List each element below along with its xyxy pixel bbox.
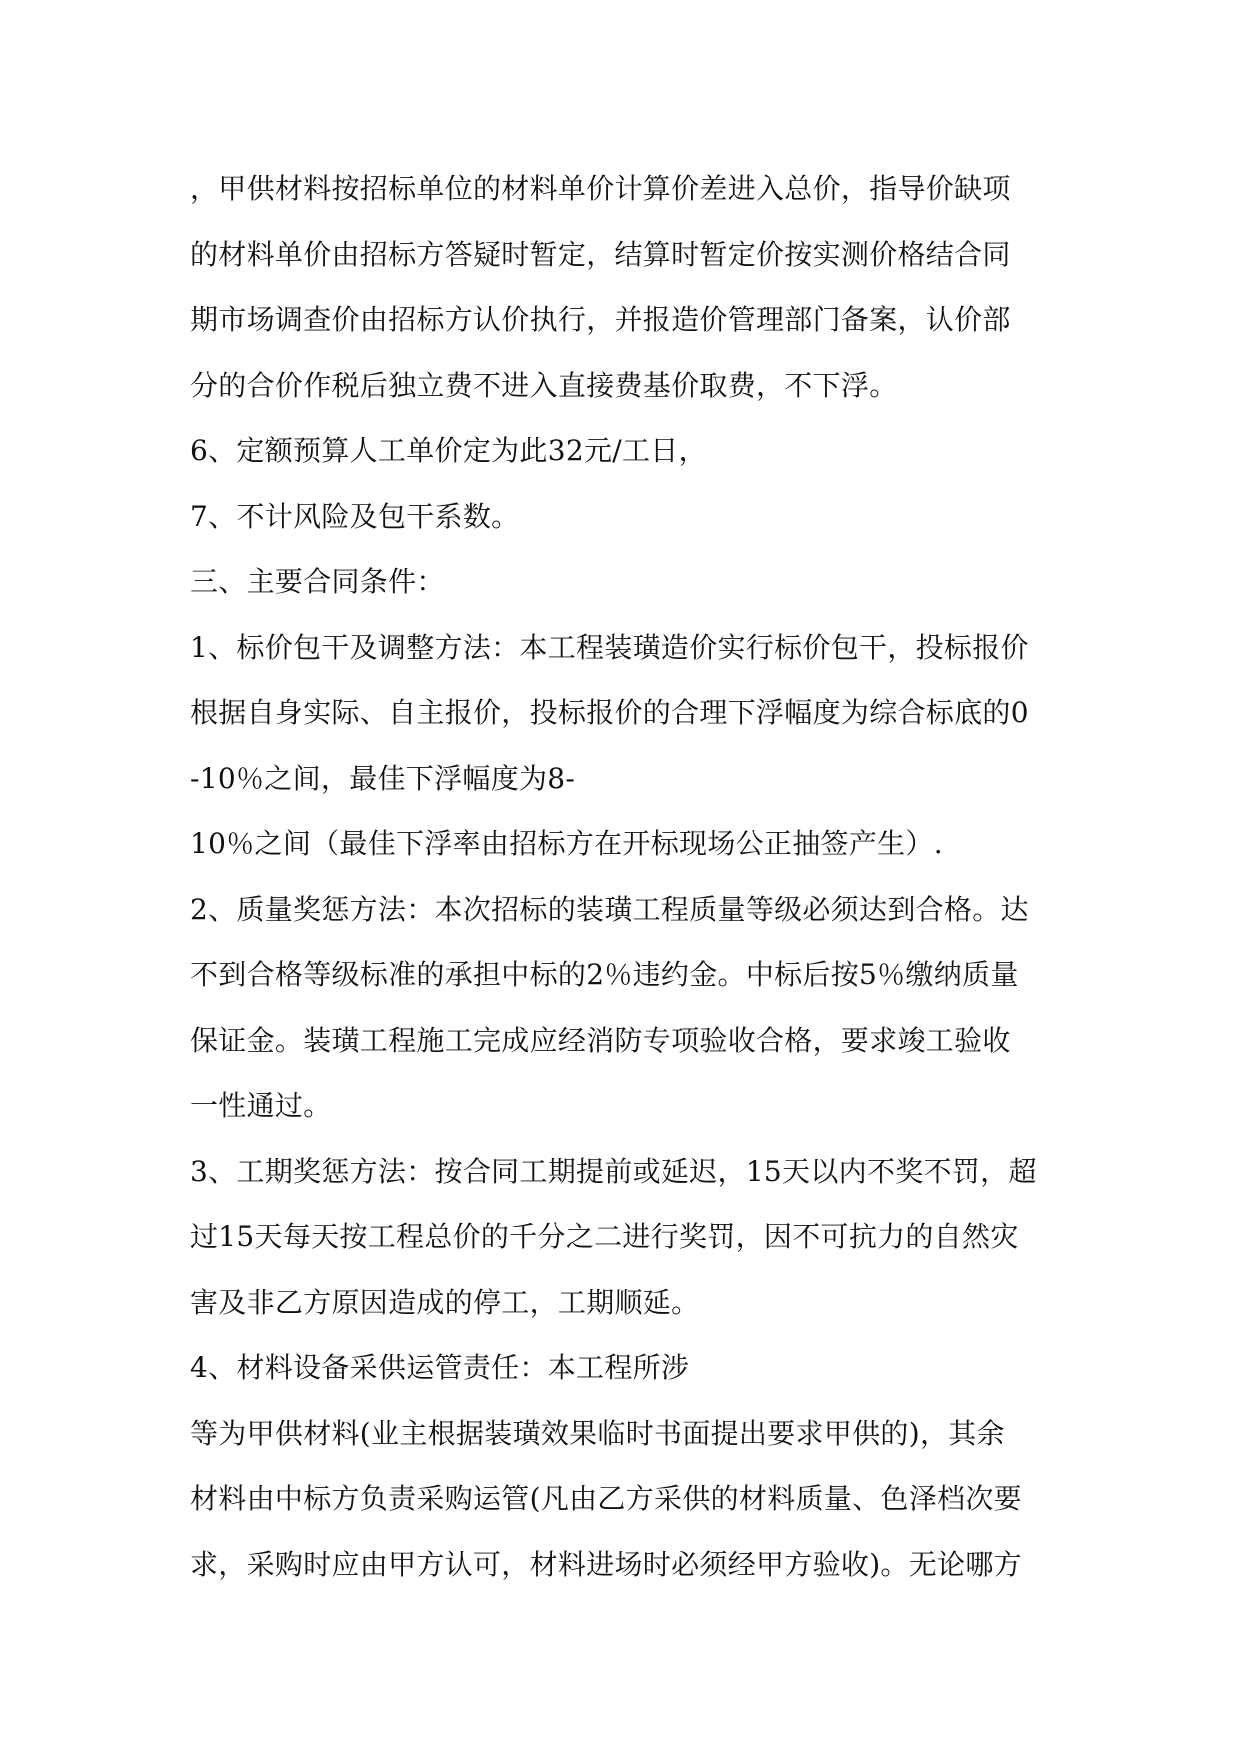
text-line: ，甲供材料按招标单位的材料单价计算价差进入总价，指导价缺项 <box>190 172 1011 205</box>
document-body <box>190 156 1060 1597</box>
text-line: 一性通过。 <box>190 1089 332 1122</box>
text-line: -10％之间，最佳下浮幅度为8- <box>190 761 576 795</box>
text-line: 2、质量奖惩方法：本次招标的装璜工程质量等级必须达到合格。达 <box>190 892 1029 926</box>
text-line: 的材料单价由招标方答疑时暂定，结算时暂定价按实测价格结合同 <box>190 237 1011 271</box>
text-line: 1、标价包干及调整方法：本工程装璜造价实行标价包干，投标报价 <box>190 630 1029 664</box>
text-line: 7、不计风险及包干系数。 <box>190 499 520 533</box>
text-line: 4、材料设备采供运管责任：本工程所涉 <box>190 1351 690 1384</box>
text-line: 保证金。装璜工程施工完成应经消防专项验收合格，要求竣工验收 <box>190 1023 1011 1057</box>
text-line: 害及非乙方原因造成的停工，工期顺延。 <box>190 1285 700 1319</box>
text-line: 10％之间（最佳下浮率由招标方在开标现场公正抽签产生）. <box>190 827 943 860</box>
text-line: 6、定额预算人工单价定为此32元/工日， <box>190 434 707 467</box>
text-line: 期市场调查价由招标方认价执行，并报造价管理部门备案，认价部 <box>190 303 1011 336</box>
text-line: 等为甲供材料(业主根据装璜效果临时书面提出要求甲供的)，其余 <box>190 1416 1005 1450</box>
section-heading: 三、主要合同条件： <box>190 565 445 598</box>
text-line: 分的合价作税后独立费不进入直接费基价取费，不下浮。 <box>190 368 898 402</box>
text-line: 材料由中标方负责采购运管(凡由乙方采供的材料质量、色泽档次要 <box>190 1482 1022 1515</box>
text-line: 不到合格等级标准的承担中标的2％违约金。中标后按5％缴纳质量 <box>190 958 1019 991</box>
text-line: 求，采购时应由甲方认可，材料进场时必须经甲方验收)。无论哪方 <box>190 1547 1022 1581</box>
text-line: 根据自身实际、自主报价，投标报价的合理下浮幅度为综合标底的0 <box>190 696 1029 729</box>
text-line: 3、工期奖惩方法：按合同工期提前或延迟，15天以内不奖不罚，超 <box>190 1154 1037 1188</box>
text-line: 过15天每天按工程总价的千分之二进行奖罚，因不可抗力的自然灾 <box>190 1220 1019 1253</box>
